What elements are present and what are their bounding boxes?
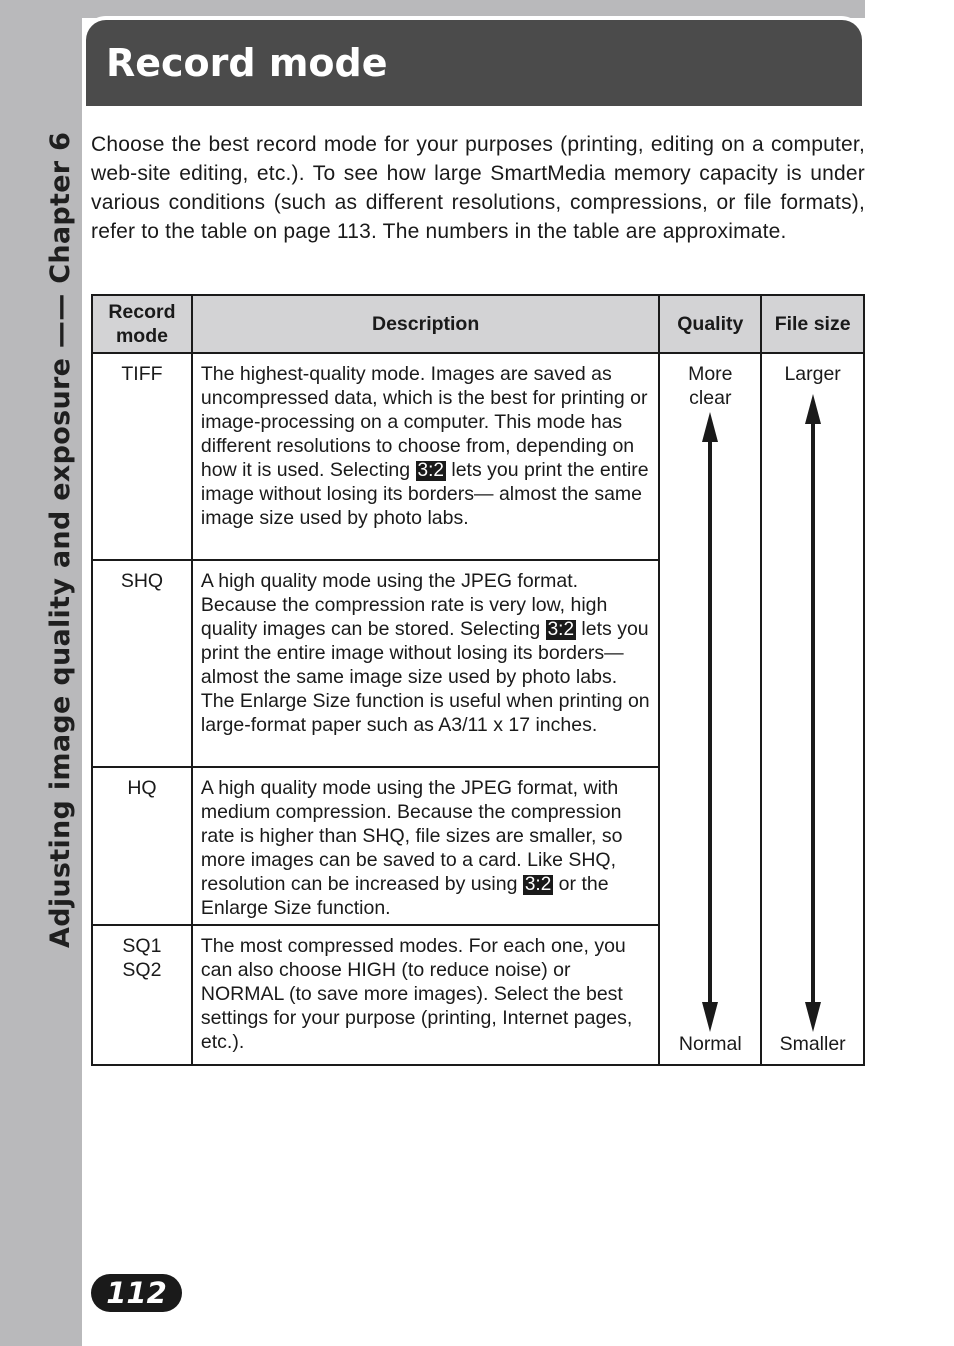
description-text: A high quality mode using the JPEG format, with medium compression. Because the compression rate is higher than SHQ, file sizes are smaller, so more images can be saved to a card. Like SHQ, resolution can be increased by using: [200, 777, 623, 895]
header-file-size: File size: [761, 295, 864, 353]
table-row: [92, 353, 864, 560]
intro-paragraph: Choose the best record mode for your purposes (printing, editing on a computer, web-site editing, etc.). To see how large SmartMedia memory capacity is under various conditions (such as different resolutions, compressions, or file formats), refer to the table on page 113. The numbers in the table are approximate.: [91, 133, 865, 243]
mode-line: SQ1: [122, 935, 162, 957]
header-description: Description: [192, 295, 659, 353]
mode-cell: TIFF: [92, 353, 192, 560]
description-text: The highest-quality mode. Images are saved as uncompressed data, which is the best for printing or image-processing on a computer. This mode has different resolutions to choose from, depending on how it is used. Selecting: [200, 363, 648, 481]
header-record-mode: Record mode: [92, 295, 192, 353]
quality-top-line: More: [688, 363, 733, 385]
description-text: A high quality mode using the JPEG format. Because the compression rate is very low, high quality images can be stored. Selecting: [200, 570, 608, 640]
description-cell: The most compressed modes. For each one, you can also choose HIGH (to reduce noise) or NORMAL (to save more images). Select the best settings for your purpose (printing, Internet pages, etc.).: [192, 925, 659, 1065]
quality-bottom-label: Normal: [678, 1033, 742, 1055]
quality-double-arrow-icon: [702, 412, 718, 1032]
aspect-ratio-badge: 3:2: [547, 619, 575, 640]
description-text: or the Enlarge Size function.: [200, 873, 609, 919]
size-bottom-label: Smaller: [779, 1033, 846, 1055]
record-mode-table: [91, 294, 865, 1066]
page-number: 112: [106, 1276, 167, 1310]
quality-top-label: [660, 362, 760, 410]
chapter-side-tab: Adjusting image quality and exposure —— Chapter 6: [45, 131, 76, 948]
mode-cell: HQ: [92, 767, 192, 925]
description-cell: [192, 767, 659, 925]
description-text: lets you print the entire image without losing its borders— almost the same image size used by photo labs.: [200, 459, 649, 529]
mode-cell: SHQ: [92, 560, 192, 767]
description-cell: [192, 353, 659, 560]
table-header-row: [92, 295, 864, 353]
file-size-scale-cell: [761, 353, 864, 1065]
mode-cell: [92, 925, 192, 1065]
header-quality: Quality: [659, 295, 761, 353]
aspect-ratio-badge: 3:2: [417, 460, 444, 481]
aspect-ratio-badge: 3:2: [524, 874, 552, 895]
size-double-arrow-icon: [805, 394, 821, 1032]
quality-scale-cell: [659, 353, 761, 1065]
description-text: lets you print the entire image without losing its borders— almost the same image size used by photo labs. The Enlarge Size function is useful when printing on large-format paper such as A3/11 x 17 inches.: [200, 618, 650, 736]
mode-line: SQ2: [122, 959, 162, 981]
size-top-label: Larger: [784, 363, 841, 385]
description-cell: [192, 560, 659, 767]
quality-top-line: clear: [689, 387, 732, 409]
page-title: Record mode: [106, 41, 388, 85]
